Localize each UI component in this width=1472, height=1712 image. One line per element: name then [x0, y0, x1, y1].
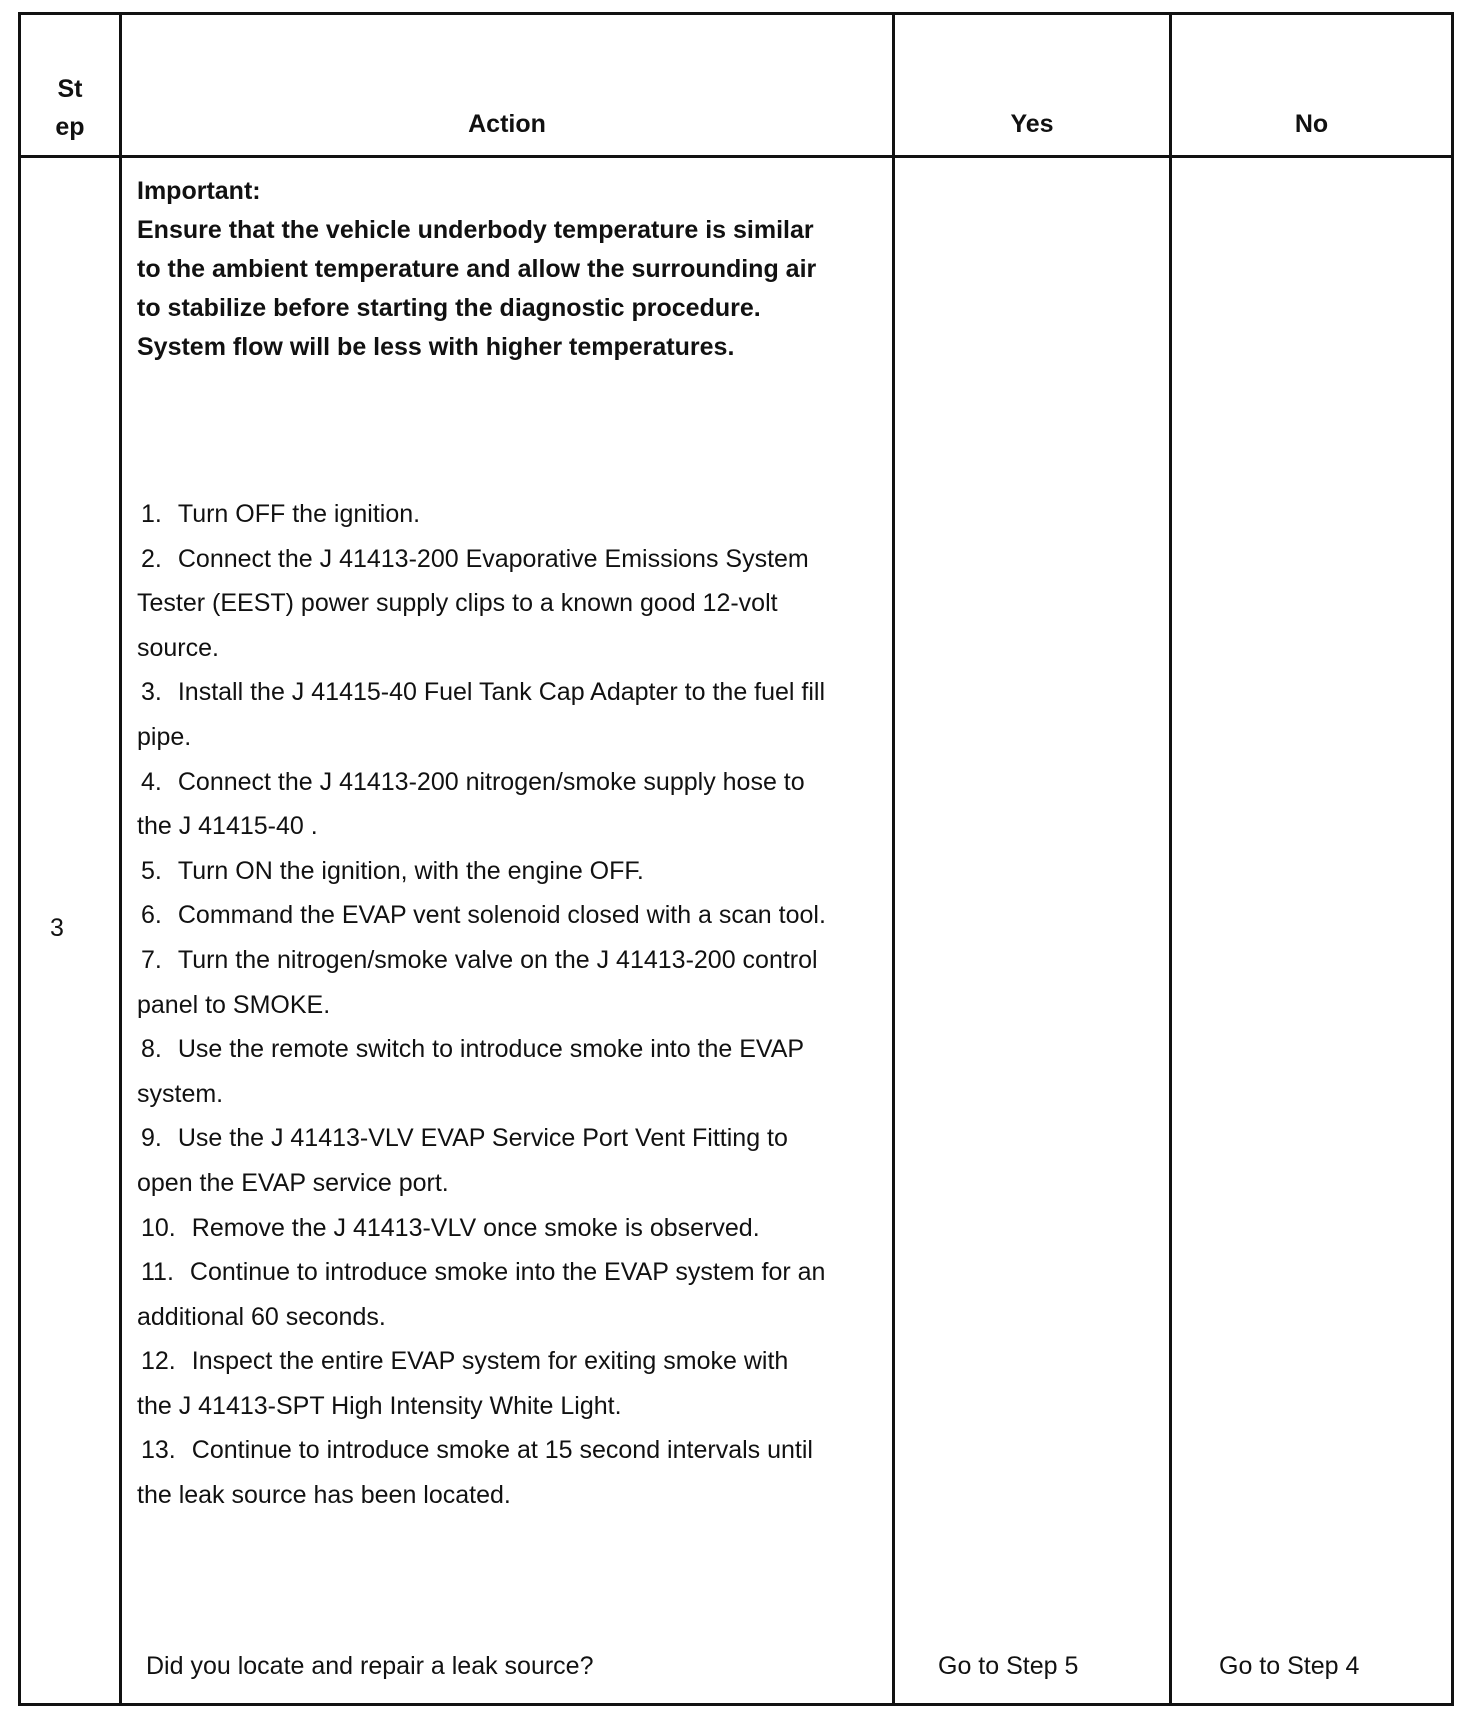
- header-separator: [18, 155, 1454, 158]
- header-yes: Yes: [1010, 110, 1054, 138]
- procedure-step: [137, 537, 829, 671]
- procedure-step-number: 5.: [141, 856, 162, 885]
- table-border-right: [1451, 12, 1454, 1706]
- procedure-step: [137, 670, 829, 759]
- procedure-step-text: Continue to introduce smoke at 15 second intervals until the leak source has been located.: [137, 1436, 813, 1510]
- table-border-top: [18, 12, 1454, 15]
- important-note: Ensure that the vehicle underbody temperature is similar to the ambient temperature and allow the surrounding air to stabilize before starting the diagnostic procedure. System flow will be less with higher temperatures.: [137, 216, 817, 361]
- procedure-step: [137, 1116, 829, 1205]
- procedure-step-number: 6.: [141, 901, 162, 930]
- procedure-step-text: Connect the J 41413-200 nitrogen/smoke supply hose to the J 41415-40 .: [137, 767, 805, 841]
- procedure-step-text: Continue to introduce smoke into the EVAP system for an additional 60 seconds.: [137, 1258, 826, 1331]
- procedure-step-number: 12.: [141, 1347, 176, 1376]
- procedure-step-number: 8.: [141, 1035, 162, 1064]
- column-divider-yes: [1169, 12, 1172, 1706]
- no-result: Go to Step 4: [1219, 1652, 1360, 1680]
- procedure-step-text: Inspect the entire EVAP system for exiting smoke with the J 41413-SPT High Intensity White Light.: [137, 1347, 789, 1420]
- procedure-step-text: Use the J 41413-VLV EVAP Service Port Vent Fitting to open the EVAP service port.: [137, 1124, 788, 1197]
- important-label: Important:: [137, 177, 261, 205]
- procedure-step-text: Turn ON the ignition, with the engine OFF.: [177, 856, 644, 885]
- question-text: Did you locate and repair a leak source?: [146, 1652, 594, 1680]
- procedure-step: [137, 849, 829, 894]
- procedure-step-text: Install the J 41415-40 Fuel Tank Cap Adapter to the fuel fill pipe.: [137, 678, 826, 751]
- procedure-step-text: Turn OFF the ignition.: [177, 500, 421, 528]
- procedure-step-number: 2.: [141, 544, 162, 573]
- table-border-bottom: [18, 1703, 1454, 1706]
- procedure-step: [137, 893, 829, 938]
- procedure-step: [137, 760, 829, 849]
- header-step: St ep: [55, 75, 85, 141]
- action-cell: [137, 172, 827, 367]
- table-border-left: [18, 12, 21, 1706]
- procedure-step: [137, 1339, 829, 1428]
- procedure-step: [137, 1027, 829, 1116]
- procedure-step-number: 9.: [141, 1124, 162, 1153]
- procedure-step-number: 1.: [141, 500, 162, 528]
- yes-result: Go to Step 5: [938, 1652, 1079, 1680]
- procedure-step-text: Use the remote switch to introduce smoke into the EVAP system.: [137, 1035, 804, 1108]
- procedure-step-text: Remove the J 41413-VLV once smoke is observed.: [191, 1213, 760, 1242]
- procedure-step: [137, 492, 829, 537]
- procedure-step-number: 13.: [141, 1436, 176, 1465]
- procedure-step-number: 10.: [141, 1213, 176, 1242]
- column-divider-step: [119, 12, 122, 1706]
- header-action: Action: [468, 110, 546, 138]
- procedure-step-number: 7.: [141, 945, 162, 974]
- procedure-step-text: Command the EVAP vent solenoid closed with a scan tool.: [177, 901, 826, 930]
- procedure-step-number: 3.: [141, 678, 162, 707]
- step-number: 3: [50, 914, 64, 942]
- procedure-step: [137, 1428, 829, 1517]
- column-divider-action: [892, 12, 895, 1706]
- procedure-step-text: Turn the nitrogen/smoke valve on the J 41413-200 control panel to SMOKE.: [137, 945, 818, 1019]
- procedure-steps: [137, 492, 829, 1518]
- procedure-step: [137, 1250, 829, 1339]
- header-no: No: [1294, 110, 1329, 138]
- procedure-step-number: 11.: [141, 1258, 174, 1287]
- procedure-step: [137, 938, 829, 1027]
- procedure-step-number: 4.: [141, 767, 162, 796]
- procedure-step-text: Connect the J 41413-200 Evaporative Emissions System Tester (EEST) power supply clips to a known good 12-volt source.: [137, 544, 809, 662]
- procedure-step: [137, 1206, 829, 1251]
